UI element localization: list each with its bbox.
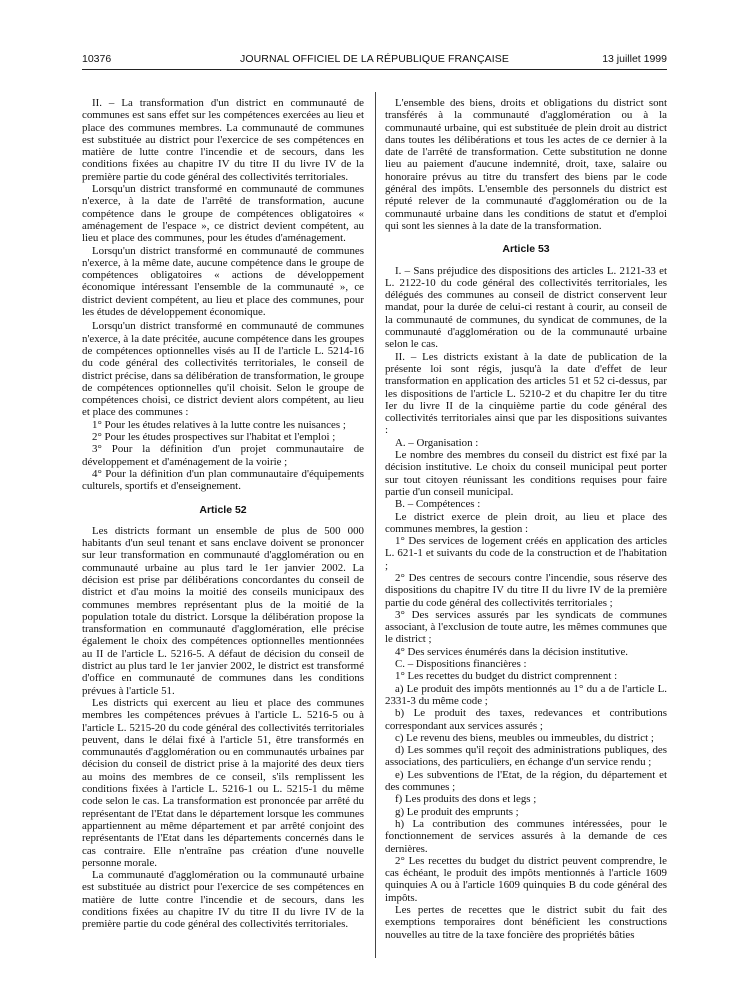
paragraph: Le nombre des membres du conseil du district est fixé par la décision institutive. Le choix du conseil municipal peut porter sur tout citoyen réunissant les conditions requises pour faire partie d'un conseil municipal. (385, 449, 667, 498)
paragraph: Lorsqu'un district transformé en communauté de communes n'exerce, à la date précitée, aucune compétence dans les groupes de compétences optionnelles visés au II de l'article L. 5214-16 du code général des collectivités territoriales, le conseil de district précise, dans sa délibération de transformation, le groupe de compétences optionnelles qu'il choisit. Selon le groupe de compétences choisi, ce district devient alors compétent, au lieu et place des communes : (82, 320, 364, 419)
journal-title: JOURNAL OFFICIEL DE LA RÉPUBLIQUE FRANÇAISE (240, 53, 509, 65)
paragraph: C. – Dispositions financières : (395, 658, 527, 671)
paragraph: f) Les produits des dons et legs ; (395, 793, 537, 806)
page-number: 10376 (82, 53, 112, 65)
paragraph: b) Le produit des taxes, redevances et contributions correspondant aux services assurés ; (385, 707, 667, 732)
paragraph: g) Le produit des emprunts ; (395, 805, 519, 818)
paragraph: Les districts qui exercent au lieu et place des communes membres les compétences prévues à l'article L. 5216-5 ou à l'article L. 5215-20 du code général des collectivités territoriales peuvent, dans le délai fixé à l'article 51, être transformés en communautés d'agglomération ou en communautés urbaines par décision du conseil de district prise à la majorité des deux tiers au moins des membres de ce conseil, s'ils remplissent les conditions fixées à l'article L. 5216-1 ou L. 5215-1 du même code selon le cas. La transformation est prononcée par arrêté du représentant de l'Etat dans le département lorsque les communes appartiennent au même département et par arrêté conjoint des représentants de l'Etat dans les départements concernés dans le cas contraire. Elle n'entraîne pas création d'une nouvelle personne morale. (82, 696, 364, 869)
paragraph: B. – Compétences : (395, 498, 481, 511)
right-column (385, 97, 667, 941)
paragraph: a) Le produit des impôts mentionnés au 1° du a de l'article L. 2331-3 du même code ; (385, 682, 667, 707)
article-heading: Article 53 (502, 243, 550, 256)
paragraph: 2° Pour les études prospectives sur l'habitat et l'emploi ; (92, 431, 336, 444)
header-rule (82, 69, 667, 70)
paragraph: La communauté d'agglomération ou la communauté urbaine est substituée au district pour l'exercice de ses compétences en matière de lutte contre l'incendie et de secours, dans les conditions fixées au chapitre IV du titre II du livre IV de la première partie du code général des collectivités territoriales. (82, 869, 364, 931)
paragraph: Lorsqu'un district transformé en communauté de communes n'exerce, à la même date, aucune compétence dans le groupe de compétences obligatoires « actions de développement économique intéressant l'ensemble de la communauté », ce district devient compétent, au lieu et place des communes, pour les études de développement économique. (82, 244, 364, 319)
column-divider (375, 92, 376, 958)
paragraph: 2° Les recettes du budget du district peuvent comprendre, le cas échéant, le produit des impôts mentionnés à l'article 1609 quinquies A ou à l'article 1609 quinquies B du code général des impôts. (385, 854, 667, 904)
paragraph: c) Le revenu des biens, meubles ou immeubles, du district ; (395, 731, 654, 744)
paragraph: e) Les subventions de l'Etat, de la région, du département et des communes ; (385, 768, 667, 794)
paragraph: 1° Les recettes du budget du district comprennent : (395, 670, 618, 683)
paragraph: Lorsqu'un district transformé en communauté de communes n'exerce, à la date de l'arrêté de transformation, aucune compétence dans le groupe de compétences obligatoires « aménagement de l'espace », ce district devient compétent, au lieu et place des communes, pour les études d'aménagement. (82, 183, 364, 245)
paragraph: h) La contribution des communes intéressées, pour le fonctionnement de services assurés à la demande de ces dernières. (385, 817, 667, 855)
page-header (82, 53, 667, 69)
paragraph: Les pertes de recettes que le district subit du fait des exemptions temporaires dont bénéficient les constructions nouvelles au titre de la taxe foncière des propriétés bâties (385, 904, 667, 941)
paragraph: 3° Des services assurés par les syndicats de communes associant, à l'exclusion de toute autre, les mêmes communes que le district ; (385, 608, 667, 646)
paragraph: 1° Pour les études relatives à la lutte contre les nuisances ; (92, 418, 346, 431)
paragraph: 4° Pour la définition d'un plan communautaire d'équipements culturels, sportifs et d'enseignement. (82, 467, 364, 493)
left-column (82, 97, 364, 931)
paragraph: II. – La transformation d'un district en communauté de communes est sans effet sur les compétences exercées au lieu et place des communes membres. La communauté de communes est substituée au district pour l'exercice de ses compétences en matière de lutte contre l'incendie et de secours, dans les conditions fixées au chapitre IV du titre II du livre IV de la première partie du code général des collectivités territoriales. (82, 97, 364, 183)
paragraph: II. – Les districts existant à la date de publication de la présente loi sont régis, jusqu'à la date d'effet de leur transformation en application des articles 51 et 52 ci-dessus, par les dispositions de l'article L. 5210-2 et du chapitre Ier du titre Ier du livre II de la cinquième partie du code général des collectivités territoriales ainsi que par les dispositions suivantes : (385, 350, 667, 437)
article-heading: Article 52 (199, 503, 247, 516)
paragraph: 4° Des services énumérés dans la décision institutive. (395, 645, 629, 658)
paragraph: Les districts formant un ensemble de plus de 500 000 habitants d'un seul tenant et sans enclave doivent se prononcer sur leur transformation en communauté d'agglomération ou en communauté urbaine au plus tard le 1er janvier 2002. La décision est prise par délibérations concordantes du conseil de district et d'au moins la moitié des conseils municipaux des communes membres représentant plus de la moitié de la population totale du district. Lorsque la délibération propose la transformation en communauté d'agglomération, elle précise également le choix des compétences optionnelles mentionnées au II de l'article L. 5216-5. A défaut de décision du conseil de district au plus tard le 1er janvier 2002, le district est transformé d'office en communauté de communes dans les conditions prévues à l'article 51. (82, 524, 364, 697)
paragraph: A. – Organisation : (395, 436, 479, 449)
paragraph: 2° Des centres de secours contre l'incendie, sous réserve des dispositions du chapitre IV du titre II du livre IV de la première partie du code général des collectivités territoriales ; (385, 571, 667, 609)
paragraph: 3° Pour la définition d'un projet communautaire de développement et d'aménagement de la voirie ; (82, 443, 364, 468)
issue-date: 13 juillet 1999 (602, 53, 667, 65)
paragraph: d) Les sommes qu'il reçoit des administrations publiques, des associations, des particuliers, en échange d'un service rendu ; (385, 744, 667, 769)
paragraph: L'ensemble des biens, droits et obligations du district sont transférés à la communauté d'agglomération ou à la communauté urbaine, qui est substituée de plein droit au district dans toutes les délibérations et tous les actes de ce dernier à la date de l'arrêté de transformation. Cette substitution ne donne lieu au paiement d'aucune indemnité, droit, taxe, salaire ou honoraire prévus au titre du transfert des biens par le code général des impôts. L'ensemble des personnels du district est réputé relever de la communauté d'agglomération ou de la communauté urbaine dans les conditions de statut et d'emploi qui sont les siennes à la date de la transformation. (385, 97, 667, 232)
paragraph: I. – Sans préjudice des dispositions des articles L. 2121-33 et L. 2122-10 du code général des collectivités territoriales, les délégués des communes au conseil de district conservent leur mandat, pour la durée de celui-ci restant à courir, au conseil de la communauté de communes, du syndicat de communes, de la communauté d'agglomération ou de la communauté urbaine selon le cas. (385, 264, 667, 351)
paragraph: 1° Des services de logement créés en application des articles L. 621-1 et suivants du code de la construction et de l'habitation ; (385, 535, 667, 572)
paragraph: Le district exerce de plein droit, au lieu et place des communes membres, la gestion : (385, 510, 667, 535)
